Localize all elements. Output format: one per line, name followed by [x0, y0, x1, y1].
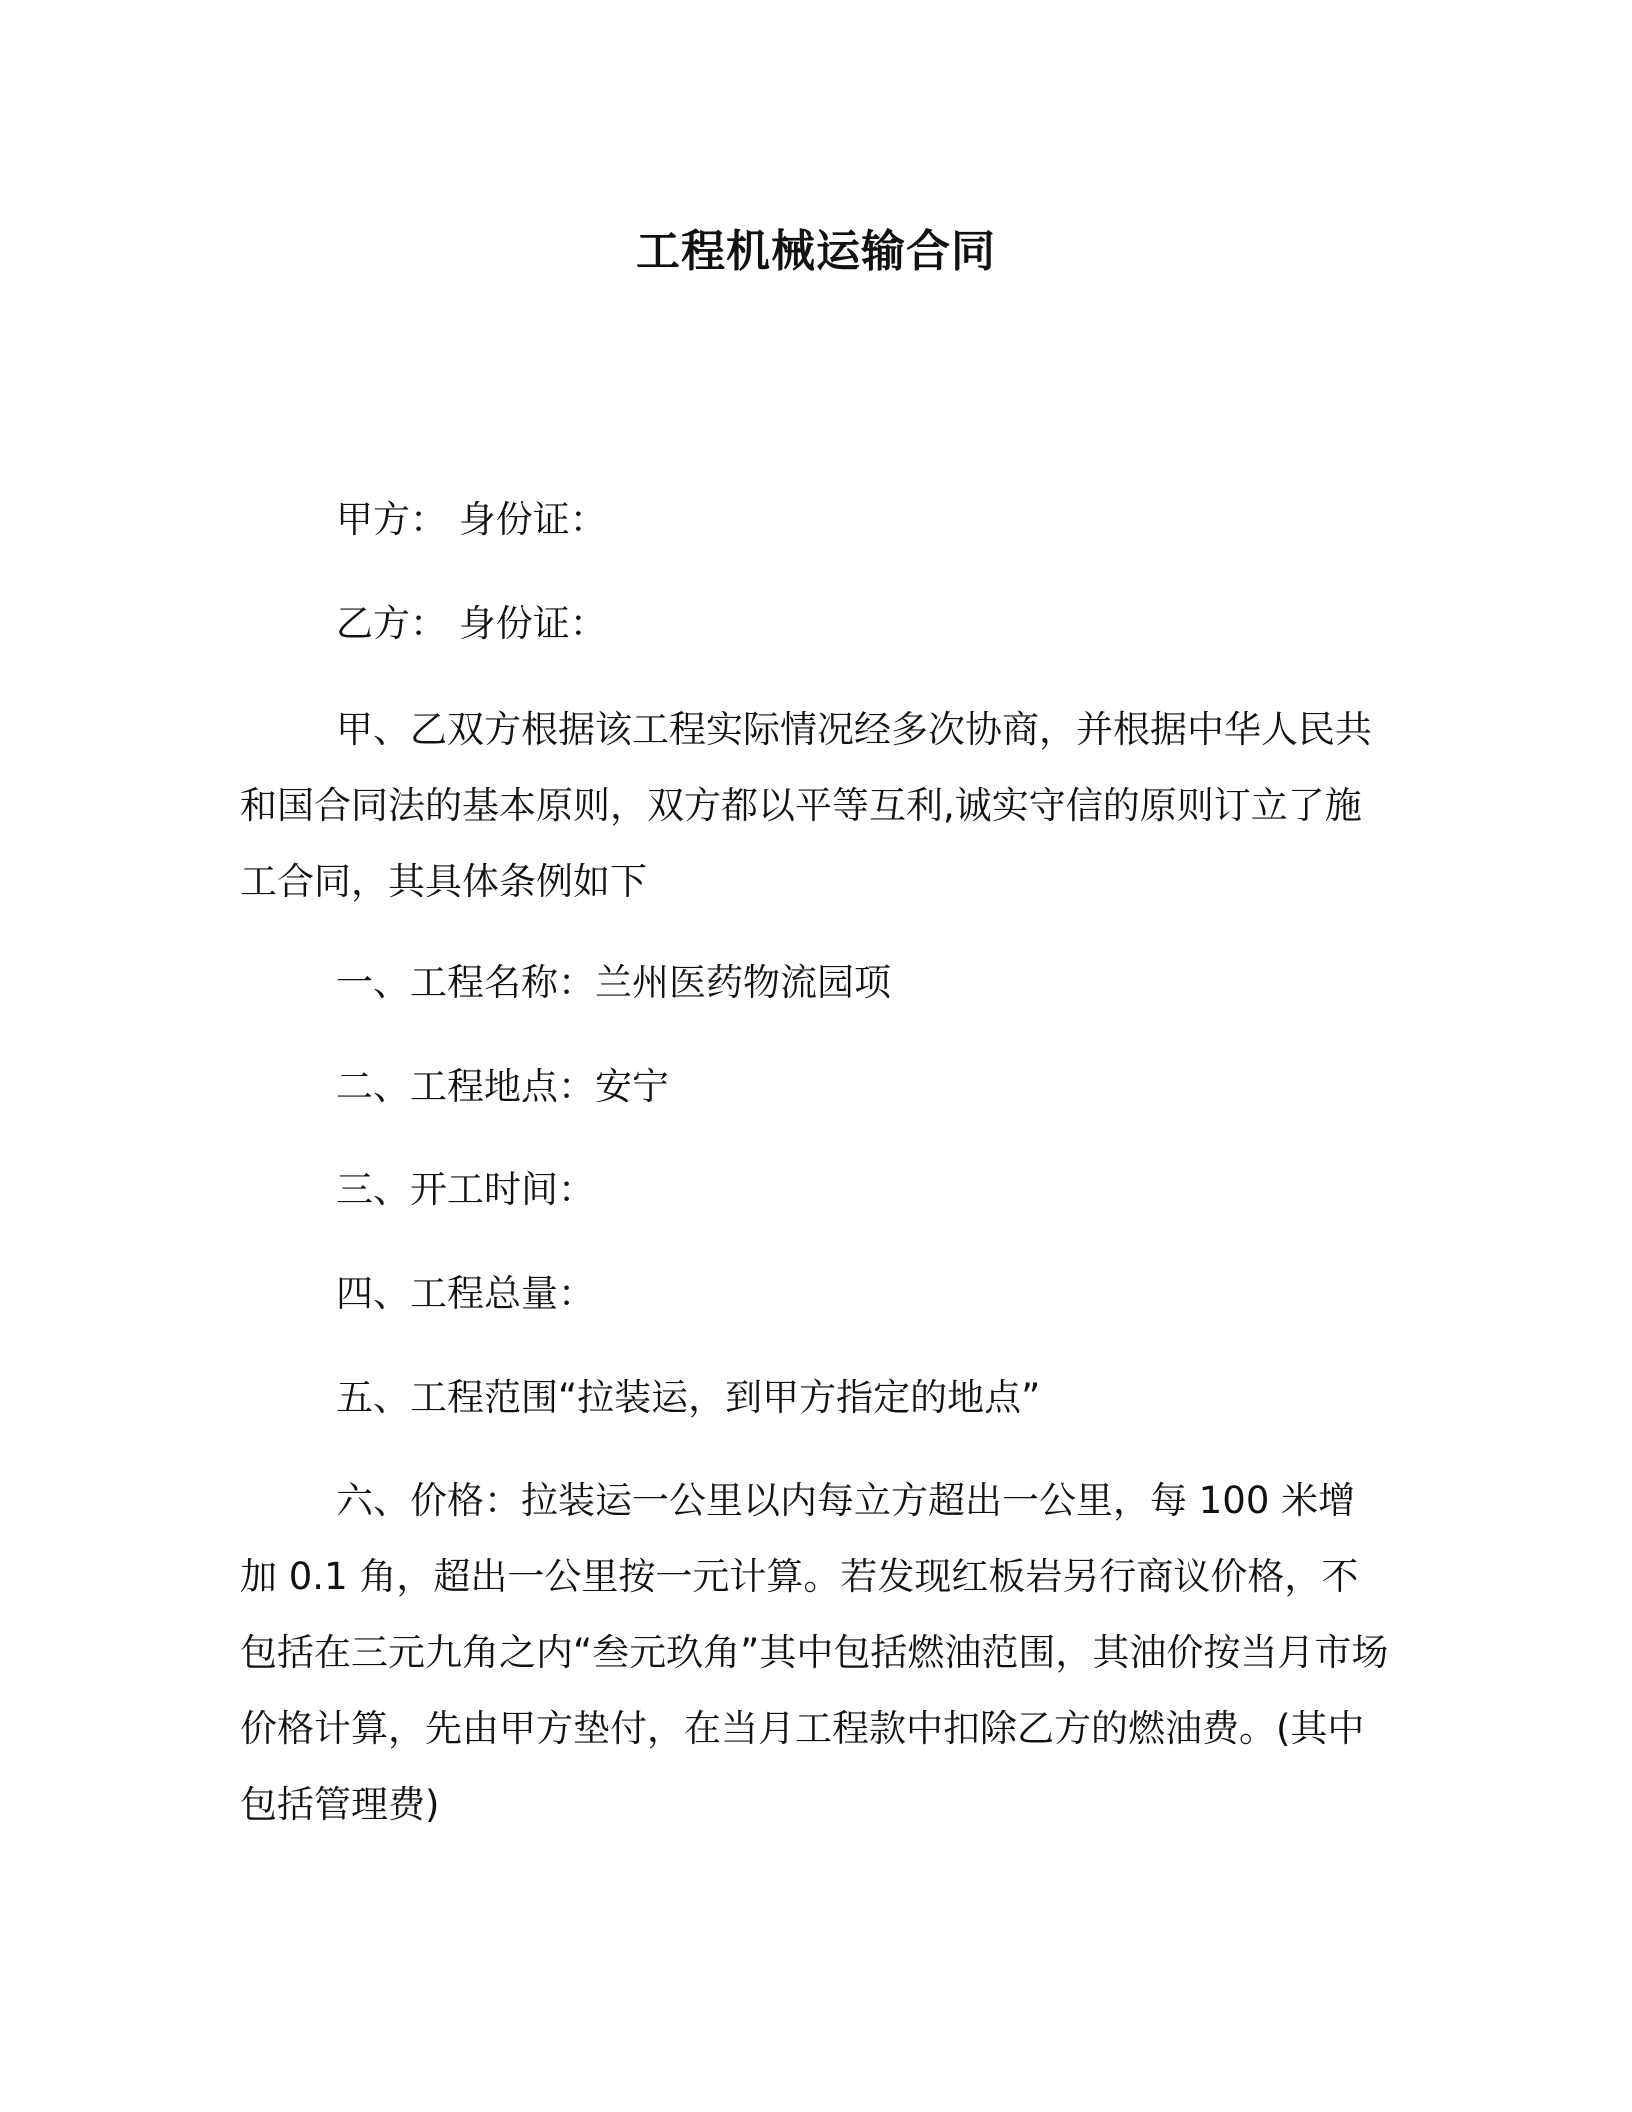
- clause-price: 六、价格：拉装运一公里以内每立方超出一公里，每 100 米增加 0.1 角，超出一公里按一元计算。若发现红板岩另行商议价格，不包括在三元九角之内“叁元玖角”其中包括燃油范围，其油价按当月市场价格计算，先由甲方垫付，在当月工程款中扣除乙方的燃油费。(其中包括管理费): [240, 1479, 1389, 1826]
- clause-project-scope: 五、工程范围“拉装运，到甲方指定的地点”: [336, 1376, 1041, 1419]
- clause-total-quantity: 四、工程总量：: [336, 1272, 595, 1315]
- page-title: 工程机械运输合同: [636, 226, 996, 277]
- preamble-paragraph: 甲、乙双方根据该工程实际情况经多次协商，并根据中华人民共和国合同法的基本原则，双方都以平等互利,诚实守信的原则订立了施工合同，其具体条例如下: [240, 708, 1372, 903]
- clause-project-name: 一、工程名称：兰州医药物流园项: [336, 961, 891, 1004]
- party-b-line: 乙方： 身份证：: [336, 602, 607, 645]
- clause-project-location: 二、工程地点：安宁: [336, 1065, 669, 1108]
- clause-start-time: 三、开工时间：: [336, 1168, 595, 1211]
- party-a-line: 甲方： 身份证：: [336, 498, 607, 541]
